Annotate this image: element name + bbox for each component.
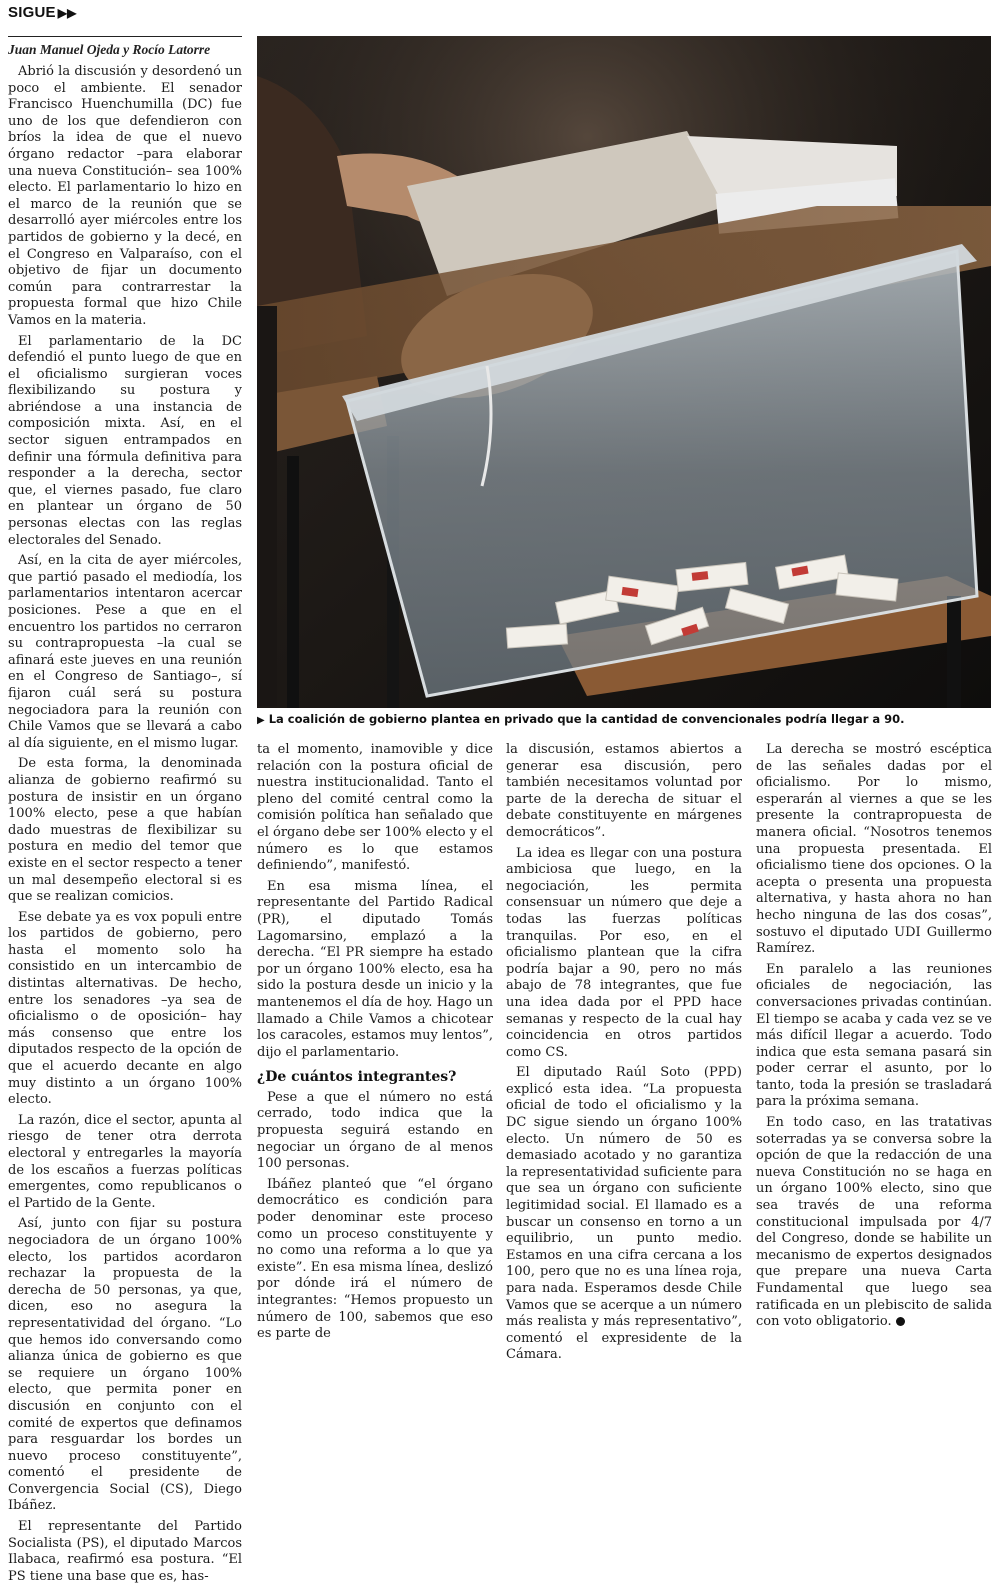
paragraph: Pese a que el número no está cerrado, todo indica que la propuesta seguirá estando en negociar un órgano de al menos 100 personas. bbox=[257, 1089, 493, 1172]
paragraph: Así, junto con fijar su postura negociadora de un órgano 100% electo, los partidos acordaron rechazar la propuesta de la derecha de 50 personas, ya que, dicen, eso no asegura la representatividad del órgano. “Lo que hemos ido conversando como alianza única de gobierno es que se requiere un órgano 100% electo, que permita poner en discusión en conjunto con el comité de expertos que definamos para resguardar los bordes un nuevo proceso constituyente”, comentó el presidente de Convergencia Social (CS), Diego Ibáñez. bbox=[8, 1216, 242, 1514]
article-column-1 bbox=[8, 64, 242, 1584]
paragraph: En paralelo a las reuniones oficiales de negociación, las conversaciones privadas continúan. El tiempo se acaba y cada vez se ve más difícil llegar a acuerdo. Todo indica que esta semana pasará sin poder cerrar el asunto, por lo tanto, toda la presión se trasladará para la próxima semana. bbox=[756, 961, 992, 1110]
paragraph: Ibáñez planteó que “el órgano democrático es condición para poder denominar este proceso como un proceso constituyente y no como una reforma a lo que ya existe”. En esa misma línea, deslizó por dónde irá el número de integrantes: “Hemos propuesto un número de 100, sabemos que eso es parte de bbox=[257, 1176, 493, 1342]
paragraph: Así, en la cita de ayer miércoles, que partió pasado el mediodía, los parlamentarios intentaron acercar posiciones. Pese a que en el encuentro los partidos no cerraron su contrapropuesta –la cual se afinará este jueves en una reunión en el Congreso de Santiago–, sí fijaron cuál será su postura negociadora para la reunión con Chile Vamos que se llevará a cabo al día siguiente, en el mismo lugar. bbox=[8, 553, 242, 751]
ballot-box-photo bbox=[257, 36, 991, 708]
paragraph: La derecha se mostró escéptica de las señales dadas por el oficialismo. Por lo mismo, esperarán al viernes a que se les presente la contrapropuesta de manera oficial. “Nosotros tenemos una propuesta presentada. El oficialismo tiene dos opciones. O la acepta o presenta una propuesta alternativa, y hasta ahora no han hecho ninguna de las dos cosas”, sostuvo el diputado UDI Guillermo Ramírez. bbox=[756, 742, 992, 957]
paragraph: El diputado Raúl Soto (PPD) explicó esta idea. “La propuesta oficial de todo el oficialismo y la DC sigue siendo un órgano 100% electo. Un número de 50 es demasiado acotado y no garantiza la representatividad suficiente para que sea un órgano con suficiente legitimidad social. El llamado es a buscar un consenso en torno a un equilibrio, un punto medio. Estamos en una cifra cercana a los 100, pero que no es una línea roja, para nada. Esperamos desde Chile Vamos que se acerque a un número más realista y más representativo”, comentó el expresidente de la Cámara. bbox=[506, 1065, 742, 1363]
paragraph-text: En todo caso, en las tratativas soterradas ya se conversa sobre la opción de que la redacción de una nueva Constitución no se haga en un órgano 100% electo, sino que sea través de una reforma constitucional impulsada por 4/7 del Congreso, donde se habilite un mecanismo de expertos designados que prepare una nueva Carta Fundamental que luego sea ratificada en un plebiscito de salida con voto obligatorio. bbox=[756, 1115, 992, 1330]
paragraph: El parlamentario de la DC defendió el punto luego de que en el oficialismo surgieran voces flexibilizando su postura y abriéndose a una instancia de composición mixta. Así, en el sector siguen entrampados en definir una fórmula definitiva para responder a la derecha, sector que, el viernes pasado, fue claro en plantear un órgano de 50 personas electas con las reglas electorales del Senado. bbox=[8, 333, 242, 548]
paragraph: La idea es llegar con una postura ambiciosa que luego, en la negociación, les permita consensuar un número que deje a todas las fuerzas políticas tranquilas. Por eso, en el oficialismo plantean que la cifra podría bajar a 90, pero no más abajo de 78 integrantes, que fue una idea dada por el PPD hace semanas y respecto de la cual hay coincidencia en otros partidos como CS. bbox=[506, 845, 742, 1060]
subheading: ¿De cuántos integrantes? bbox=[257, 1069, 457, 1086]
caption-text: La coalición de gobierno plantea en privado que la cantidad de convencionales podría llegar a 90. bbox=[268, 712, 905, 726]
paragraph: la discusión, estamos abiertos a generar esa discusión, pero también necesitamos voluntad por parte de la derecha de situar el debate constituyente en márgenes democráticos”. bbox=[506, 742, 742, 840]
paragraph: El representante del Partido Socialista (PS), el diputado Marcos Ilabaca, reafirmó esa postura. “El PS tiene una base que es, has- bbox=[8, 1519, 242, 1584]
paragraph: La razón, dice el sector, apunta al riesgo de tener otra derrota electoral y entregarles la mayoría de los escaños a fuerzas políticas emergentes, como republicanos o el Partido de la Gente. bbox=[8, 1112, 242, 1211]
byline: Juan Manuel Ojeda y Rocío Latorre bbox=[8, 36, 242, 58]
section-banner bbox=[8, 4, 77, 21]
arrows-icon: ▶▶ bbox=[57, 6, 77, 20]
section-label: SIGUE bbox=[8, 4, 56, 21]
article-column-2 bbox=[257, 742, 493, 1342]
caption-marker-icon: ▶ bbox=[257, 715, 265, 726]
ballot-box-illustration bbox=[257, 36, 991, 708]
paragraph: En esa misma línea, el representante del Partido Radical (PR), el diputado Tomás Lagomarsino, emplazó a la derecha. “El PR siempre ha estado por un órgano 100% electo, esa ha sido la postura desde un inicio y la mantenemos el día de hoy. Hago un llamado a Chile Vamos a chicotear los caracoles, estamos muy lentos”, dijo el parlamentario. bbox=[257, 878, 493, 1060]
paragraph: De esta forma, la denominada alianza de gobierno reafirmó su postura de insistir en un órgano 100% electo, pese a que habían dado muestras de flexibilizar su postura en medio del temor que existe en el sector respecto a tener un mal desempeño electoral si es que se realizan comicios. bbox=[8, 756, 242, 905]
paragraph bbox=[756, 1115, 992, 1331]
article-column-4 bbox=[756, 742, 992, 1330]
end-of-article-icon bbox=[896, 1317, 905, 1326]
paragraph: ta el momento, inamovible y dice relación con la postura oficial de nuestra institucionalidad. Tanto el pleno del comité central como la comisión política han señalado que el órgano debe ser 100% electo y el número es lo que estamos definiendo”, manifestó. bbox=[257, 742, 493, 874]
photo-caption bbox=[257, 712, 991, 726]
article-column-3 bbox=[506, 742, 742, 1363]
paragraph: Abrió la discusión y desordenó un poco el ambiente. El senador Francisco Huenchumilla (DC) fue uno de los que defendieron con bríos la idea de que el nuevo órgano redactor –para elaborar una nueva Constitución– sea 100% electo. El parlamentario lo hizo en el marco de la reunión que se desarrolló ayer miércoles entre los partidos de gobierno y la decé, en el Congreso en Valparaíso, con el objetivo de fijar un documento común para contrarrestar la propuesta formal que hizo Chile Vamos en la materia. bbox=[8, 64, 242, 328]
paragraph: Ese debate ya es vox populi entre los partidos de gobierno, pero hasta el momento solo ha consistido en un intercambio de distintas alternativas. De hecho, entre los senadores –ya sea de oficialismo o de oposición– hay más consenso que entre los diputados respecto de la opción de que el acuerdo decante en algo muy distinto a un órgano 100% electo. bbox=[8, 909, 242, 1108]
